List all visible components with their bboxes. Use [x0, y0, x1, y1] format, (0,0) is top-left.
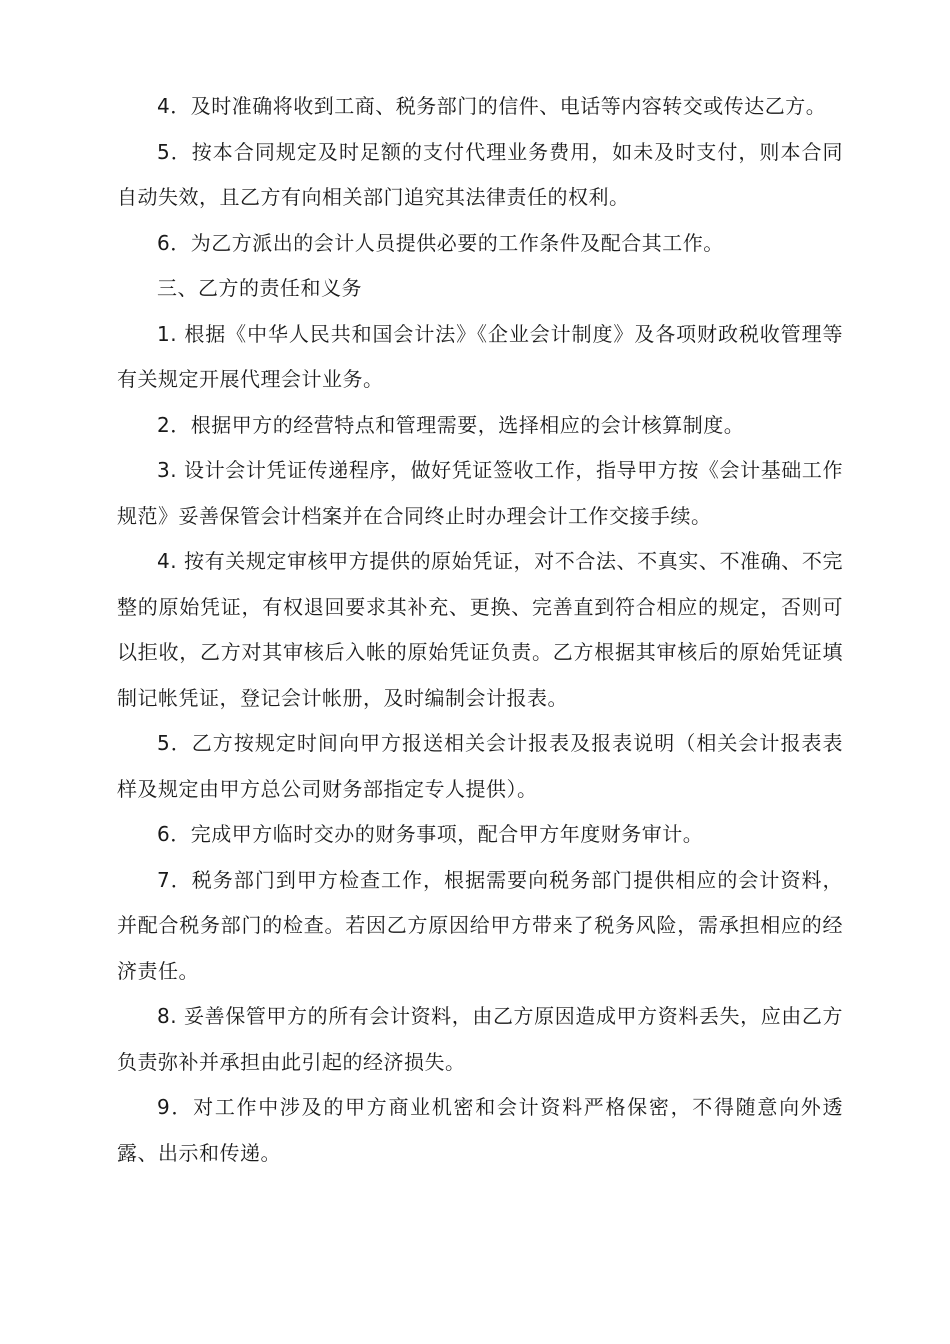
paragraph-b2: 2．根据甲方的经营特点和管理需要，选择相应的会计核算制度。	[157, 412, 745, 437]
paragraph-b8: 8. 妥善保管甲方的所有会计资料，由乙方原因造成甲方资料丢失，应由乙方负责弥补并承担由此引起的经济损失。	[117, 1004, 843, 1074]
paragraph-b1: 1. 根据《中华人民共和国会计法》《企业会计制度》及各项财政税收管理等有关规定开展代理会计业务。	[117, 321, 843, 391]
paragraph-b9: 9．对工作中涉及的甲方商业机密和会计资料严格保密，不得随意向外透露、出示和传递。	[117, 1095, 843, 1165]
paragraph-b6: 6．完成甲方临时交办的财务事项，配合甲方年度财务审计。	[157, 822, 704, 846]
section-heading-3: 三、乙方的责任和义务	[157, 276, 362, 300]
paragraph-b5: 5．乙方按规定时间向甲方报送相关会计报表及报表说明（相关会计报表表样及规定由甲方总公司财务部指定专人提供）。	[117, 731, 843, 801]
paragraph-a4: 4．及时准确将收到工商、税务部门的信件、电话等内容转交或传达乙方。	[157, 94, 827, 118]
paragraph-a6: 6．为乙方派出的会计人员提供必要的工作条件及配合其工作。	[157, 230, 724, 255]
paragraph-b7: 7．税务部门到甲方检查工作，根据需要向税务部门提供相应的会计资料，并配合税务部门的检查。若因乙方原因给甲方带来了税务风险，需承担相应的经济责任。	[117, 867, 843, 983]
paragraph-a5: 5．按本合同规定及时足额的支付代理业务费用，如未及时支付，则本合同自动失效，且乙方有向相关部门追究其法律责任的权利。	[117, 139, 843, 209]
paragraph-b4: 4. 按有关规定审核甲方提供的原始凭证，对不合法、不真实、不准确、不完整的原始凭证，有权退回要求其补充、更换、完善直到符合相应的规定，否则可以拒收，乙方对其审核后入帐的原始凭证负责。乙方根据其审核后的原始凭证填制记帐凭证，登记会计帐册，及时编制会计报表。	[117, 549, 843, 710]
paragraph-b3: 3. 设计会计凭证传递程序，做好凭证签收工作，指导甲方按《会计基础工作规范》妥善保管会计档案并在合同终止时办理会计工作交接手续。	[117, 458, 843, 528]
document-body	[117, 84, 843, 1176]
